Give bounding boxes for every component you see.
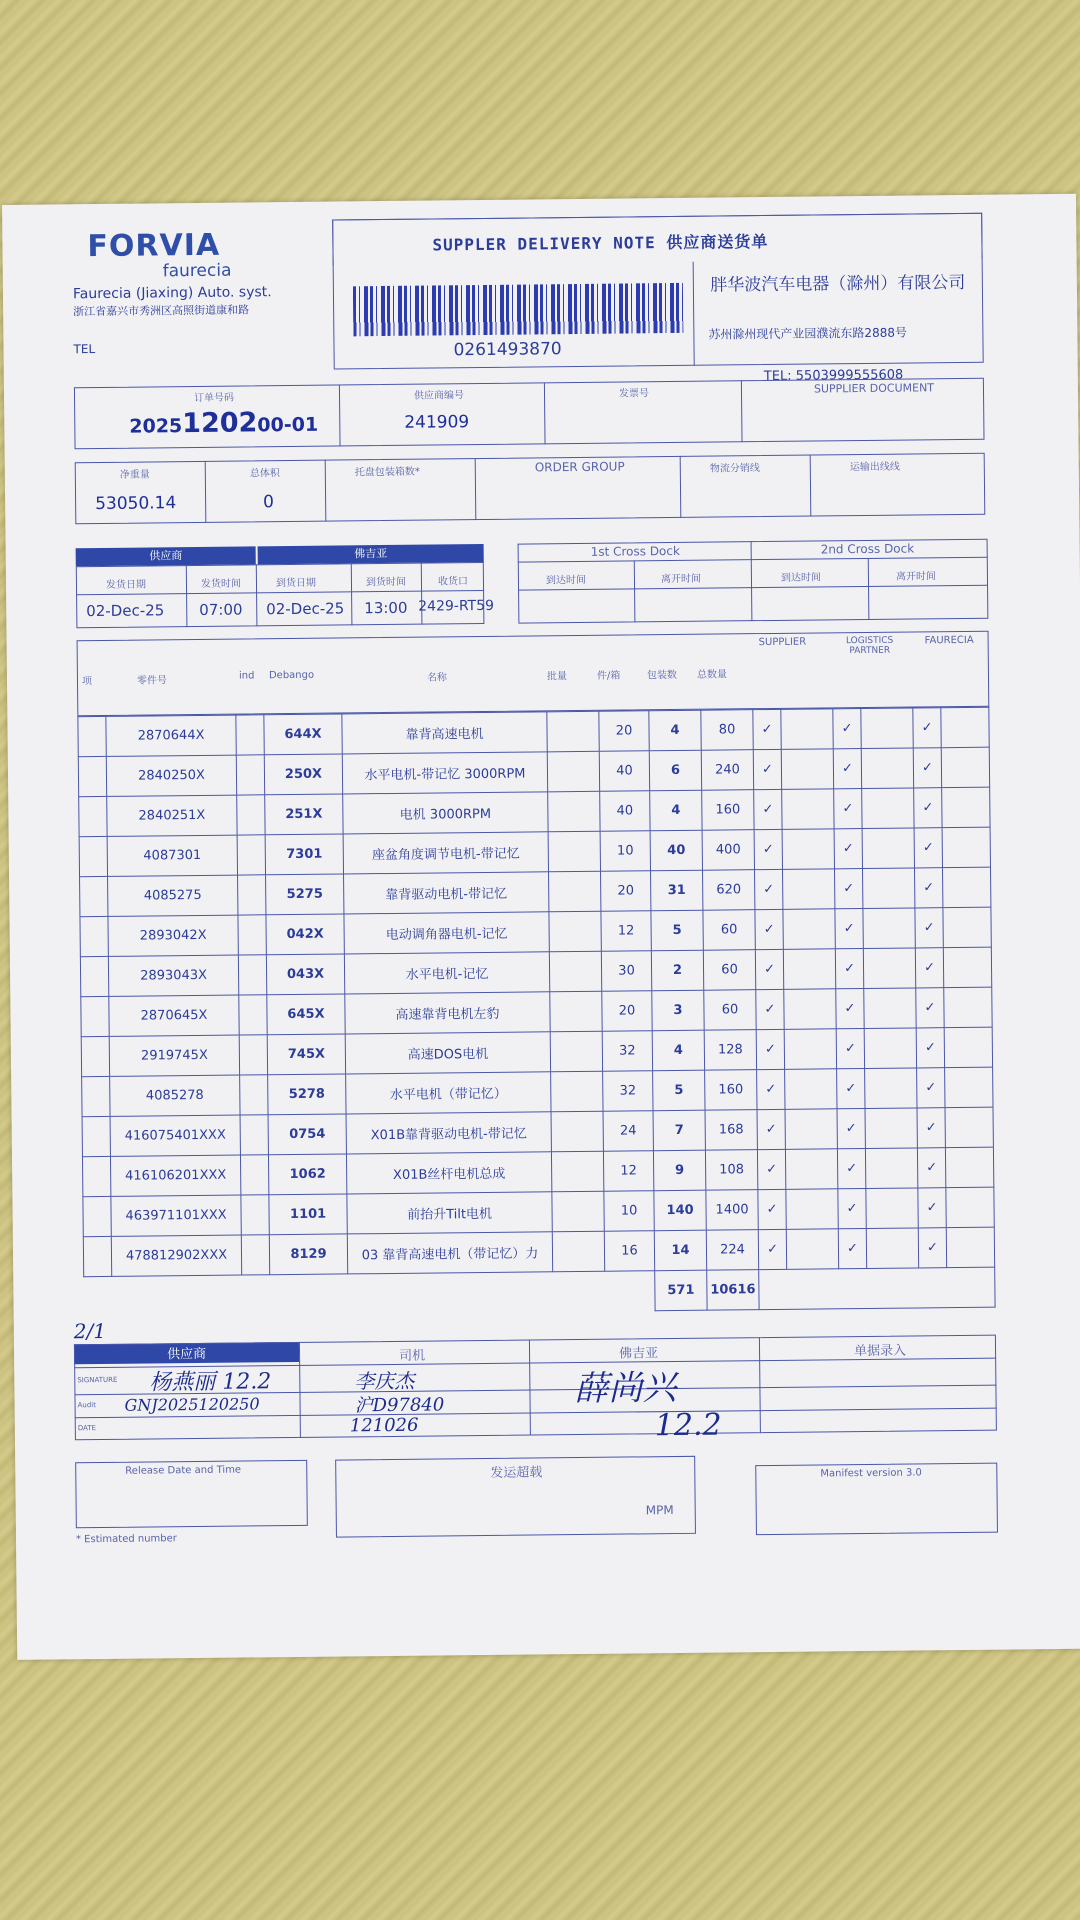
supplier-signature: 杨燕丽 12.2 xyxy=(149,1369,272,1396)
ind-cell xyxy=(238,915,266,955)
part-name: 水平电机（带记忆） xyxy=(346,1072,551,1114)
part-name: 电动调角器电机-记忆 xyxy=(344,912,549,954)
total-quantity: 80 xyxy=(701,710,753,751)
item-index xyxy=(78,756,106,796)
batch-cell xyxy=(552,1191,604,1232)
order-no-label: 订单号码 xyxy=(193,392,235,404)
logistics-qty xyxy=(861,708,913,749)
per-box: 10 xyxy=(600,831,650,872)
logistic-line-label: 物流分销线 xyxy=(709,463,760,475)
supplier-check: ✓ xyxy=(754,829,782,869)
volume: 0 xyxy=(263,492,275,513)
faurecia-check: ✓ xyxy=(913,748,941,788)
faurecia-qty xyxy=(941,707,989,748)
supplier-check: ✓ xyxy=(756,989,784,1029)
total-quantity: 160 xyxy=(702,790,754,831)
logistics-check: ✓ xyxy=(838,1229,866,1269)
faurecia-check: ✓ xyxy=(917,1108,945,1148)
total-quantity: 128 xyxy=(704,1030,756,1071)
per-box: 40 xyxy=(600,791,650,832)
part-name: 03 靠背高速电机（带记忆）力 xyxy=(347,1232,552,1274)
company-name: Faurecia (Jiaxing) Auto. syst. xyxy=(72,284,272,303)
per-box: 40 xyxy=(599,751,649,792)
part-name: 靠背驱动电机-带记忆 xyxy=(344,872,549,914)
item-index xyxy=(82,1076,110,1116)
box-count: 4 xyxy=(650,790,702,831)
part-number: 416075401XXX xyxy=(110,1115,240,1156)
faurecia-qty xyxy=(946,1227,994,1268)
ind-cell xyxy=(240,1075,268,1115)
box-count: 31 xyxy=(651,870,703,911)
supplier-check: ✓ xyxy=(753,749,781,789)
box-count: 5 xyxy=(651,910,703,951)
arr-time: 13:00 xyxy=(364,598,408,618)
item-index xyxy=(78,716,106,756)
supplier-doc-label: SUPPLIER DOCUMENT xyxy=(813,381,935,396)
ship-time: 07:00 xyxy=(199,600,243,619)
logistics-check: ✓ xyxy=(833,709,861,749)
supplier-qty xyxy=(786,1189,838,1230)
supplier-check: ✓ xyxy=(753,709,781,749)
faurecia-qty xyxy=(943,947,991,988)
faurecia-qty xyxy=(942,827,990,868)
net-weight-label: 净重量 xyxy=(119,469,150,481)
order-no-big: 1202 xyxy=(182,407,258,440)
item-index xyxy=(82,1156,110,1196)
cross1-leave-label: 离开时间 xyxy=(660,573,702,586)
part-number: 2893042X xyxy=(108,915,238,956)
arr-time-label: 到货时间 xyxy=(365,576,407,589)
per-box: 30 xyxy=(601,951,651,992)
part-number: 416106201XXX xyxy=(110,1155,240,1196)
mpm-label: MPM xyxy=(645,1503,674,1518)
group-supplier: SUPPLIER xyxy=(758,636,807,649)
supplier-check: ✓ xyxy=(757,1109,785,1149)
faurecia-qty xyxy=(943,907,991,948)
faurecia-check: ✓ xyxy=(918,1188,946,1228)
col-debango: Debango xyxy=(268,669,315,682)
part-name: 靠背高速电机 xyxy=(342,712,547,754)
part-name: 高速靠背电机左豹 xyxy=(345,992,550,1034)
batch-cell xyxy=(547,751,599,792)
debango-code: 043X xyxy=(266,954,344,995)
item-index xyxy=(82,1116,110,1156)
sig-supplier-band: 供应商 xyxy=(74,1342,299,1364)
dock: 2429-RT59 xyxy=(418,597,495,615)
supplier-qty xyxy=(783,949,835,990)
item-index xyxy=(79,796,107,836)
per-box: 12 xyxy=(601,911,651,952)
box-count: 14 xyxy=(654,1230,706,1271)
batch-cell xyxy=(549,871,601,912)
part-name: 高速DOS电机 xyxy=(345,1032,550,1074)
part-name: 水平电机-带记忆 3000RPM xyxy=(342,752,547,794)
faurecia-check: ✓ xyxy=(914,828,942,868)
total-quantity: 1400 xyxy=(706,1190,758,1231)
debango-code: 644X xyxy=(264,714,342,755)
batch-cell xyxy=(548,791,600,832)
logistics-qty xyxy=(865,1068,917,1109)
batch-cell xyxy=(550,991,602,1032)
batch-cell xyxy=(549,951,601,992)
total-quantity: 108 xyxy=(705,1150,757,1191)
barcode-number: 0261493870 xyxy=(453,339,562,361)
faurecia-band: 佛吉亚 xyxy=(258,544,484,564)
pallet-label: 托盘包装箱数* xyxy=(354,466,420,479)
logistics-qty xyxy=(865,1148,917,1189)
volume-label: 总体积 xyxy=(249,468,280,480)
debango-code: 5275 xyxy=(266,874,344,915)
supplier-tel: TEL: 5503999555608 xyxy=(763,367,904,385)
supplier-code: 241909 xyxy=(404,412,470,433)
logistics-check: ✓ xyxy=(837,1149,865,1189)
batch-cell xyxy=(547,711,599,752)
part-number: 478812902XXX xyxy=(111,1235,241,1276)
box-count: 5 xyxy=(653,1070,705,1111)
total-quantity: 620 xyxy=(703,870,755,911)
order-number xyxy=(129,407,318,440)
debango-code: 042X xyxy=(266,914,344,955)
faurecia-logo-sub: faurecia xyxy=(162,260,232,282)
driver-plate: 沪D97840 xyxy=(354,1394,445,1417)
supplier-qty xyxy=(782,829,834,870)
box-count: 6 xyxy=(649,750,701,791)
ind-cell xyxy=(238,955,266,995)
debango-code: 1101 xyxy=(269,1194,347,1235)
cross2-leave-label: 离开时间 xyxy=(895,571,937,583)
supplier-check: ✓ xyxy=(755,909,783,949)
col-item: 项 xyxy=(81,676,93,688)
batch-cell xyxy=(548,831,600,872)
page-mark: 2/1 xyxy=(73,1318,107,1344)
per-box: 10 xyxy=(604,1191,654,1232)
per-box: 24 xyxy=(603,1111,653,1152)
ship-date: 02-Dec-25 xyxy=(86,601,165,621)
supplier-check: ✓ xyxy=(754,789,782,829)
entry-title: 单据录入 xyxy=(853,1343,907,1360)
part-name: X01B丝杆电机总成 xyxy=(346,1152,551,1194)
part-number: 2840250X xyxy=(106,755,236,796)
logistics-check: ✓ xyxy=(834,869,862,909)
logistics-qty xyxy=(862,868,914,909)
batch-cell xyxy=(551,1151,603,1192)
col-name: 名称 xyxy=(426,672,448,684)
footnote: * Estimated number xyxy=(75,1533,177,1546)
logistics-check: ✓ xyxy=(836,1029,864,1069)
part-name: 水平电机-记忆 xyxy=(344,952,549,994)
supplier-check: ✓ xyxy=(757,1069,785,1109)
supplier-qty xyxy=(785,1149,837,1190)
supplier-name: 胖华波汽车电器（滁州）有限公司 xyxy=(710,272,966,296)
faurecia-qty xyxy=(945,1147,993,1188)
ind-cell xyxy=(240,1115,268,1155)
per-box: 20 xyxy=(599,711,649,752)
item-index xyxy=(80,876,108,916)
box-count: 4 xyxy=(649,710,701,751)
faurecia-qty xyxy=(941,747,989,788)
box-count: 2 xyxy=(651,950,703,991)
part-name: X01B靠背驱动电机-带记忆 xyxy=(346,1112,551,1154)
logistics-check: ✓ xyxy=(833,749,861,789)
logistics-check: ✓ xyxy=(835,949,863,989)
ind-cell xyxy=(237,835,265,875)
forvia-logo: FORVIA xyxy=(87,227,221,265)
logistics-qty xyxy=(862,828,914,869)
total-quantity: 240 xyxy=(701,750,753,791)
faurecia-qty xyxy=(942,867,990,908)
company-address: 浙江省嘉兴市秀洲区高照街道康和路 xyxy=(73,303,250,319)
barcode xyxy=(353,283,684,336)
total-quantity: 160 xyxy=(705,1070,757,1111)
supplier-qty xyxy=(786,1229,838,1270)
driver-title: 司机 xyxy=(399,1348,426,1364)
debango-code: 0754 xyxy=(268,1114,346,1155)
group-logistics: LOGISTICS PARTNER xyxy=(845,635,894,657)
cross2-arrive-label: 到达时间 xyxy=(780,572,822,584)
faurecia-qty xyxy=(945,1067,993,1108)
debango-code: 250X xyxy=(264,754,342,795)
per-box: 20 xyxy=(602,991,652,1032)
part-number: 2893043X xyxy=(108,955,238,996)
driver-date: 121026 xyxy=(349,1414,419,1437)
ind-cell xyxy=(241,1235,269,1275)
faurecia-check: ✓ xyxy=(917,1068,945,1108)
tel-label: TEL xyxy=(73,342,96,357)
faurecia-check: ✓ xyxy=(915,948,943,988)
item-index xyxy=(79,836,107,876)
group-faurecia: FAURECIA xyxy=(924,634,974,647)
dock-label: 收货口 xyxy=(437,576,469,588)
faurecia-qty xyxy=(945,1107,993,1148)
ind-cell xyxy=(238,875,266,915)
logistics-check: ✓ xyxy=(834,829,862,869)
supplier-band: 供应商 xyxy=(76,546,256,566)
debango-code: 5278 xyxy=(268,1074,346,1115)
faurecia-signature: 薛尚兴 xyxy=(574,1368,677,1410)
logistics-qty xyxy=(864,1028,916,1069)
part-name: 前抬升Tilt电机 xyxy=(347,1192,552,1234)
net-weight: 53050.14 xyxy=(95,493,177,515)
per-box: 20 xyxy=(601,871,651,912)
logistics-qty xyxy=(862,788,914,829)
total-quantity: 400 xyxy=(702,830,754,871)
item-index xyxy=(80,956,108,996)
order-no-suffix: 00-01 xyxy=(257,413,319,437)
cross-dock-2-label: 2nd Cross Dock xyxy=(820,541,915,557)
faurecia-check: ✓ xyxy=(914,868,942,908)
part-number: 4087301 xyxy=(107,835,237,876)
per-box: 12 xyxy=(603,1151,653,1192)
faurecia-sig-title: 佛吉亚 xyxy=(618,1346,659,1362)
logistics-check: ✓ xyxy=(836,989,864,1029)
part-number: 4085278 xyxy=(110,1075,240,1116)
faurecia-qty xyxy=(946,1187,994,1228)
supplier-qty xyxy=(784,1029,836,1070)
faurecia-check: ✓ xyxy=(916,988,944,1028)
col-qty: 总数量 xyxy=(696,669,728,681)
faurecia-qty xyxy=(944,1027,992,1068)
logistics-qty xyxy=(861,748,913,789)
supplier-check: ✓ xyxy=(756,1029,784,1069)
total-quantity: 60 xyxy=(703,910,755,951)
supplier-qty xyxy=(785,1109,837,1150)
col-boxes: 包装数 xyxy=(646,669,678,682)
faurecia-qty xyxy=(942,787,990,828)
logistics-qty xyxy=(863,908,915,949)
supplier-check: ✓ xyxy=(755,949,783,989)
manifest-label: Manifest version 3.0 xyxy=(820,1467,922,1480)
batch-cell xyxy=(551,1071,603,1112)
item-index xyxy=(80,916,108,956)
box-count: 4 xyxy=(652,1030,704,1071)
totals-empty xyxy=(759,1267,995,1309)
logistics-check: ✓ xyxy=(835,909,863,949)
supplier-check: ✓ xyxy=(758,1229,786,1269)
box-count: 7 xyxy=(653,1110,705,1151)
logistics-qty xyxy=(866,1228,918,1269)
logistics-check: ✓ xyxy=(834,789,862,829)
col-ind: ind xyxy=(238,670,255,682)
arr-date-label: 到货日期 xyxy=(275,577,317,590)
supplier-check: ✓ xyxy=(757,1149,785,1189)
supplier-qty xyxy=(784,989,836,1030)
logistics-check: ✓ xyxy=(837,1109,865,1149)
ship-date-label: 发货日期 xyxy=(105,579,147,591)
logistics-qty xyxy=(865,1108,917,1149)
logistics-check: ✓ xyxy=(838,1189,866,1229)
total-quantity: 60 xyxy=(703,950,755,991)
total-quantity: 224 xyxy=(706,1230,758,1271)
logistics-check: ✓ xyxy=(837,1069,865,1109)
faurecia-check: ✓ xyxy=(916,1028,944,1068)
ind-cell xyxy=(239,995,267,1035)
faurecia-check: ✓ xyxy=(915,908,943,948)
debango-code: 251X xyxy=(265,794,343,835)
row-label-signature: SIGNATURE xyxy=(77,1375,118,1385)
totals-spacer xyxy=(84,1271,655,1317)
total-quantity: 168 xyxy=(705,1110,757,1151)
logistics-qty xyxy=(866,1188,918,1229)
box-count: 3 xyxy=(652,990,704,1031)
item-index xyxy=(83,1236,111,1276)
part-name: 座盆角度调节电机-带记忆 xyxy=(343,832,548,874)
batch-cell xyxy=(550,1031,602,1072)
supplier-check: ✓ xyxy=(755,869,783,909)
debango-code: 645X xyxy=(267,994,345,1035)
faurecia-check: ✓ xyxy=(918,1228,946,1268)
supplier-check: ✓ xyxy=(758,1189,786,1229)
supplier-qty xyxy=(781,709,833,750)
release-label: Release Date and Time xyxy=(125,1464,242,1477)
ind-cell xyxy=(236,755,264,795)
faurecia-check: ✓ xyxy=(913,708,941,748)
supplier-audit: GNJ2025120250 xyxy=(124,1394,260,1415)
part-number: 2840251X xyxy=(107,795,237,836)
faurecia-qty xyxy=(944,987,992,1028)
ind-cell xyxy=(237,795,265,835)
logistics-qty xyxy=(864,988,916,1029)
arr-date: 02-Dec-25 xyxy=(266,599,345,619)
debango-code: 745X xyxy=(267,1034,345,1075)
col-batch: 批量 xyxy=(546,671,568,683)
supplier-qty xyxy=(783,909,835,950)
box-count: 140 xyxy=(654,1190,706,1231)
ind-cell xyxy=(241,1195,269,1235)
supplier-qty xyxy=(782,789,834,830)
total-qty: 10616 xyxy=(707,1270,759,1311)
supplier-qty xyxy=(782,869,834,910)
item-index xyxy=(81,1036,109,1076)
transport-line-label: 运输出线线 xyxy=(849,461,900,474)
per-box: 16 xyxy=(604,1231,654,1272)
items-table xyxy=(77,707,995,1318)
ind-cell xyxy=(239,1035,267,1075)
order-no-prefix: 2025 xyxy=(129,415,183,438)
supplier-code-label: 供应商编号 xyxy=(413,390,465,402)
ind-cell xyxy=(236,715,264,755)
debango-code: 7301 xyxy=(265,834,343,875)
box-count: 9 xyxy=(653,1150,705,1191)
debango-code: 8129 xyxy=(269,1234,347,1275)
batch-cell xyxy=(552,1231,604,1272)
doc-title: SUPPLER DELIVERY NOTE 供应商送货单 xyxy=(432,231,769,255)
part-number: 2870645X xyxy=(109,995,239,1036)
weight-row xyxy=(75,453,986,525)
col-part: 零件号 xyxy=(136,675,168,687)
total-boxes: 571 xyxy=(655,1270,707,1311)
invoice-label: 发票号 xyxy=(618,388,650,400)
batch-cell xyxy=(549,911,601,952)
box-count: 40 xyxy=(650,830,702,871)
faurecia-date: 12.2 xyxy=(654,1407,722,1444)
driver-signature: 李庆杰 xyxy=(354,1368,415,1394)
debango-code: 1062 xyxy=(268,1154,346,1195)
shipping-label: 发运超载 xyxy=(490,1465,543,1481)
order-group-label: ORDER GROUP xyxy=(534,459,625,475)
faurecia-check: ✓ xyxy=(917,1148,945,1188)
supplier-qty xyxy=(785,1069,837,1110)
row-label-date: DATE xyxy=(77,1424,97,1433)
item-index xyxy=(83,1196,111,1236)
delivery-note-sheet xyxy=(2,194,1080,1660)
supplier-address: 苏州滁州现代产业园濮流东路2888号 xyxy=(708,325,908,342)
part-number: 2870644X xyxy=(106,715,236,756)
row-label-audit: Audit xyxy=(77,1401,96,1410)
logistics-qty xyxy=(863,948,915,989)
col-per-box: 件/箱 xyxy=(596,670,621,682)
ind-cell xyxy=(240,1155,268,1195)
batch-cell xyxy=(551,1111,603,1152)
faurecia-check: ✓ xyxy=(914,788,942,828)
part-number: 2919745X xyxy=(109,1035,239,1076)
per-box: 32 xyxy=(603,1071,653,1112)
total-quantity: 60 xyxy=(704,990,756,1031)
cross-dock-1-label: 1st Cross Dock xyxy=(590,543,680,559)
part-number: 4085275 xyxy=(108,875,238,916)
item-index xyxy=(81,996,109,1036)
part-number: 463971101XXX xyxy=(111,1195,241,1236)
cross1-arrive-label: 到达时间 xyxy=(545,574,587,587)
supplier-qty xyxy=(781,749,833,790)
part-name: 电机 3000RPM xyxy=(343,792,548,834)
ship-time-label: 发货时间 xyxy=(200,578,242,590)
per-box: 32 xyxy=(602,1031,652,1072)
